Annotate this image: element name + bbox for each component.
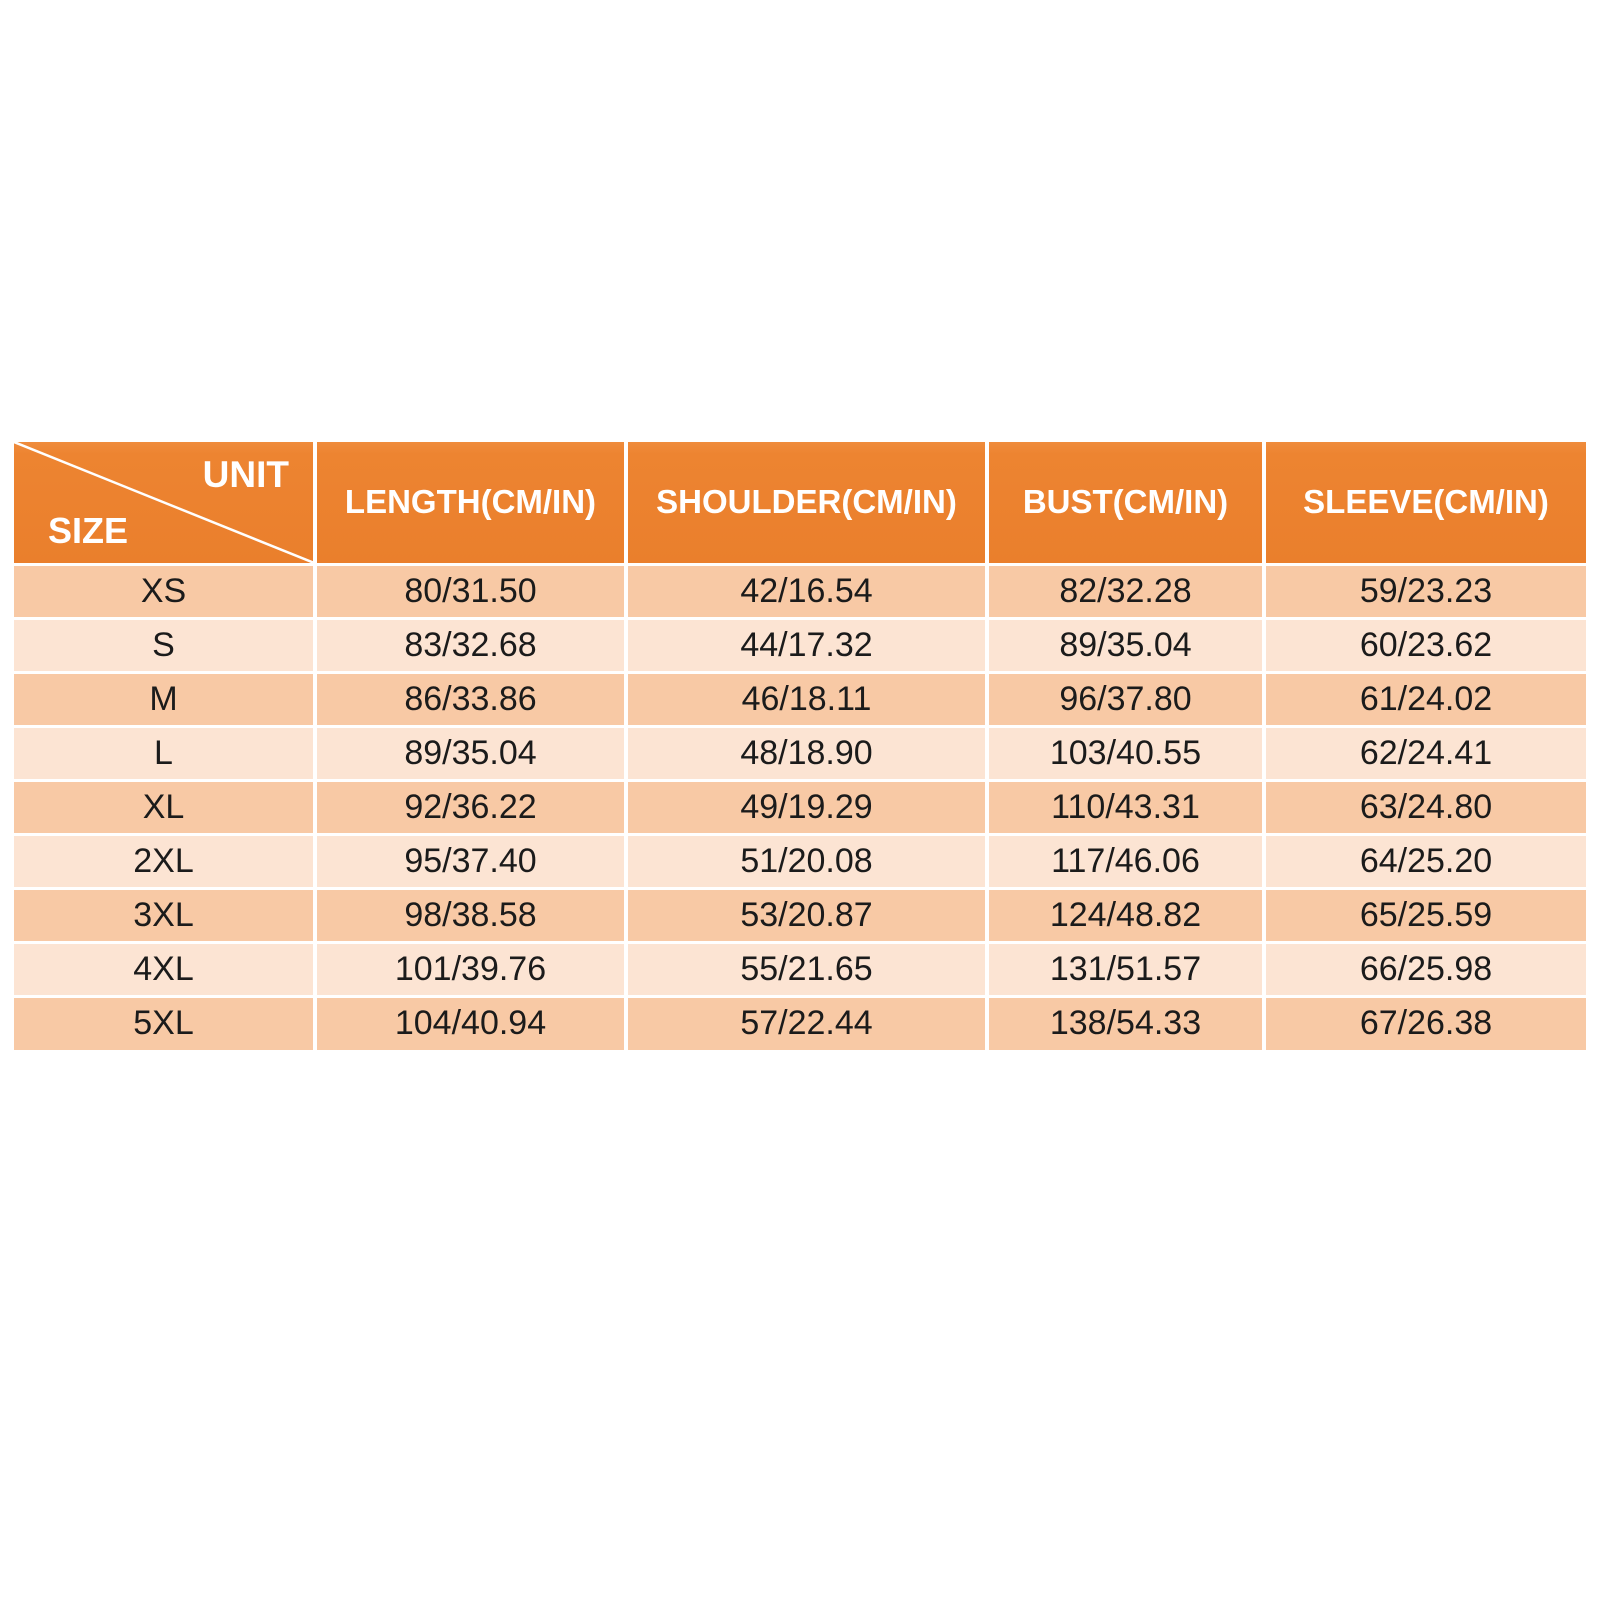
table-header (14, 442, 1586, 564)
unit-label: UNIT (202, 454, 289, 495)
column-header-bust: BUST(CM/IN) (987, 442, 1264, 564)
size-cell: M (14, 672, 315, 726)
sleeve-cell: 59/23.23 (1264, 564, 1586, 618)
shoulder-cell: 53/20.87 (626, 888, 987, 942)
bust-cell: 96/37.80 (987, 672, 1264, 726)
table-row (14, 888, 1586, 942)
shoulder-cell: 55/21.65 (626, 942, 987, 996)
size-cell: XL (14, 780, 315, 834)
shoulder-cell: 51/20.08 (626, 834, 987, 888)
table-row (14, 618, 1586, 672)
column-header-shoulder: SHOULDER(CM/IN) (626, 442, 987, 564)
length-cell: 89/35.04 (315, 726, 626, 780)
size-chart-table (14, 442, 1586, 1050)
length-cell: 83/32.68 (315, 618, 626, 672)
sleeve-cell: 60/23.62 (1264, 618, 1586, 672)
size-cell: L (14, 726, 315, 780)
shoulder-cell: 46/18.11 (626, 672, 987, 726)
length-cell: 95/37.40 (315, 834, 626, 888)
sleeve-cell: 67/26.38 (1264, 996, 1586, 1050)
sleeve-cell: 62/24.41 (1264, 726, 1586, 780)
table-row (14, 942, 1586, 996)
table-body (14, 564, 1586, 1050)
length-cell: 80/31.50 (315, 564, 626, 618)
bust-cell: 89/35.04 (987, 618, 1264, 672)
size-cell: 5XL (14, 996, 315, 1050)
shoulder-cell: 44/17.32 (626, 618, 987, 672)
length-cell: 104/40.94 (315, 996, 626, 1050)
bust-cell: 117/46.06 (987, 834, 1264, 888)
shoulder-cell: 49/19.29 (626, 780, 987, 834)
sleeve-cell: 66/25.98 (1264, 942, 1586, 996)
size-cell: 2XL (14, 834, 315, 888)
table-row (14, 996, 1586, 1050)
size-label: SIZE (48, 509, 129, 551)
column-header-length: LENGTH(CM/IN) (315, 442, 626, 564)
table-row (14, 726, 1586, 780)
table-row (14, 834, 1586, 888)
size-cell: XS (14, 564, 315, 618)
shoulder-cell: 42/16.54 (626, 564, 987, 618)
sleeve-cell: 61/24.02 (1264, 672, 1586, 726)
shoulder-cell: 48/18.90 (626, 726, 987, 780)
header-row (14, 442, 1586, 564)
length-cell: 92/36.22 (315, 780, 626, 834)
bust-cell: 103/40.55 (987, 726, 1264, 780)
table-row (14, 564, 1586, 618)
sleeve-cell: 65/25.59 (1264, 888, 1586, 942)
table-row (14, 672, 1586, 726)
table-row (14, 780, 1586, 834)
size-cell: 4XL (14, 942, 315, 996)
length-cell: 101/39.76 (315, 942, 626, 996)
sleeve-cell: 63/24.80 (1264, 780, 1586, 834)
bust-cell: 110/43.31 (987, 780, 1264, 834)
shoulder-cell: 57/22.44 (626, 996, 987, 1050)
sleeve-cell: 64/25.20 (1264, 834, 1586, 888)
size-cell: 3XL (14, 888, 315, 942)
length-cell: 98/38.58 (315, 888, 626, 942)
bust-cell: 124/48.82 (987, 888, 1264, 942)
column-header-sleeve: SLEEVE(CM/IN) (1264, 442, 1586, 564)
bust-cell: 138/54.33 (987, 996, 1264, 1050)
size-cell: S (14, 618, 315, 672)
bust-cell: 131/51.57 (987, 942, 1264, 996)
unit-size-corner-cell (14, 442, 315, 564)
length-cell: 86/33.86 (315, 672, 626, 726)
bust-cell: 82/32.28 (987, 564, 1264, 618)
